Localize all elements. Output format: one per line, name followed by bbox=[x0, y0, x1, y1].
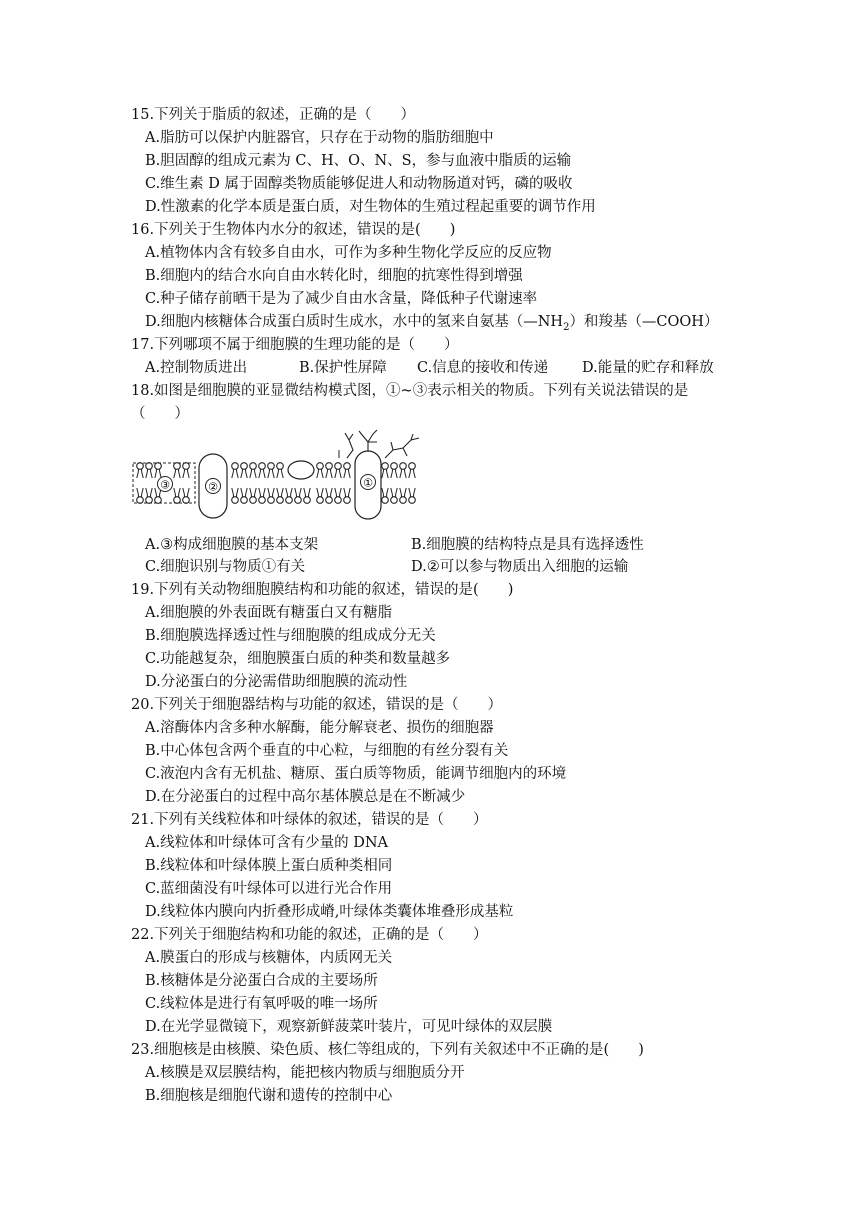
question-17-stem: 17.下列哪项不属于细胞膜的生理功能的是（ ） bbox=[131, 337, 459, 353]
question-15-option-d: D.性激素的化学本质是蛋白质，对生物体的生殖过程起重要的调节作用 bbox=[145, 199, 596, 215]
question-21-stem: 21.下列有关线粒体和叶绿体的叙述，错误的是（ ） bbox=[131, 812, 488, 828]
question-15-option-b: B.胆固醇的组成元素为 C、H、O、N、S，参与血液中脂质的运输 bbox=[145, 153, 572, 169]
question-16-option-d-text: D.细胞内核糖体合成蛋白质时生成水，水中的氢来自氨基（—NH bbox=[145, 314, 564, 330]
question-19-option-b: B.细胞膜选择透过性与细胞膜的组成成分无关 bbox=[145, 628, 436, 644]
question-16-option-a: A.植物体内含有较多自由水，可作为多种生物化学反应的反应物 bbox=[145, 245, 552, 261]
question-15-stem: 15.下列关于脂质的叙述，正确的是（ ） bbox=[131, 107, 416, 123]
subscript-2: 2 bbox=[563, 321, 570, 333]
sugar-chain-glycolipid bbox=[345, 433, 353, 458]
question-22-option-b: B.核糖体是分泌蛋白合成的主要场所 bbox=[145, 973, 378, 989]
question-19-stem: 19.下列有关动物细胞膜结构和功能的叙述，错误的是( ) bbox=[131, 582, 514, 598]
question-16-option-d bbox=[145, 312, 718, 338]
question-15-option-c: C.维生素 D 属于固醇类物质能够促进人和动物肠道对钙，磷的吸收 bbox=[145, 176, 573, 192]
question-18-stem: 18.如图是细胞膜的亚显微结构模式图，①~③表示相关的物质。下列有关说法错误的是 bbox=[131, 383, 689, 399]
question-16-option-c: C.种子储存前晒干是为了减少自由水含量，降低种子代谢速率 bbox=[145, 291, 538, 307]
question-23-option-a: A.核膜是双层膜结构，能把核内物质与细胞质分开 bbox=[145, 1065, 465, 1081]
question-23-option-b: B.细胞核是细胞代谢和遗传的控制中心 bbox=[145, 1088, 393, 1104]
question-21-option-c: C.蓝细菌没有叶绿体可以进行光合作用 bbox=[145, 881, 393, 897]
label-1: ① bbox=[363, 476, 373, 490]
question-22-option-c: C.线粒体是进行有氧呼吸的唯一场所 bbox=[145, 996, 378, 1012]
question-20-option-a: A.溶酶体内含多种水解酶，能分解衰老、损伤的细胞器 bbox=[145, 720, 494, 736]
question-16-stem: 16.下列关于生物体内水分的叙述，错误的是( ) bbox=[131, 222, 456, 238]
question-20-stem: 20.下列关于细胞器结构与功能的叙述，错误的是（ ） bbox=[131, 697, 503, 713]
question-18-option-a: A.③构成细胞膜的基本支架 bbox=[145, 537, 319, 553]
question-22-option-a: A.膜蛋白的形成与核糖体，内质网无关 bbox=[145, 950, 393, 966]
question-18-option-c: C.细胞识别与物质①有关 bbox=[145, 559, 306, 575]
question-19-option-a: A.细胞膜的外表面既有糖蛋白又有糖脂 bbox=[145, 605, 393, 621]
question-22-stem: 22.下列关于细胞结构和功能的叙述，正确的是（ ） bbox=[131, 927, 488, 943]
question-15-option-a: A.脂肪可以保护内脏器官，只存在于动物的脂肪细胞中 bbox=[145, 130, 494, 146]
question-19-option-c: C.功能越复杂，细胞膜蛋白质的种类和数量越多 bbox=[145, 651, 451, 667]
cell-membrane-diagram bbox=[131, 428, 423, 524]
question-17-option-c: C.信息的接收和传递 bbox=[417, 360, 549, 376]
question-17-option-b: B.保护性屏障 bbox=[299, 360, 387, 376]
peripheral-protein bbox=[288, 461, 314, 479]
label-3: ③ bbox=[160, 478, 170, 492]
question-20-option-d: D.在分泌蛋白的过程中高尔基体膜总是在不断减少 bbox=[145, 789, 466, 805]
question-16-option-d-tail: ）和羧基（—COOH） bbox=[569, 314, 719, 330]
label-2: ② bbox=[208, 480, 218, 494]
question-18-option-d: D.②可以参与物质出入细胞的运输 bbox=[411, 559, 629, 575]
question-16-option-b: B.细胞内的结合水向自由水转化时，细胞的抗寒性得到增强 bbox=[145, 268, 523, 284]
question-21-option-d: D.线粒体内膜向内折叠形成嵴,叶绿体类囊体堆叠形成基粒 bbox=[145, 904, 514, 920]
question-17-option-a: A.控制物质进出 bbox=[145, 360, 248, 376]
question-18-option-b: B.细胞膜的结构特点是具有选择透性 bbox=[411, 537, 644, 553]
question-19-option-d: D.分泌蛋白的分泌需借助细胞膜的流动性 bbox=[145, 674, 408, 690]
question-17-option-d: D.能量的贮存和释放 bbox=[582, 360, 714, 376]
question-21-option-b: B.线粒体和叶绿体膜上蛋白质种类相同 bbox=[145, 858, 393, 874]
question-22-option-d: D.在光学显微镜下，观察新鲜菠菜叶装片，可见叶绿体的双层膜 bbox=[145, 1019, 553, 1035]
question-20-option-b: B.中心体包含两个垂直的中心粒，与细胞的有丝分裂有关 bbox=[145, 743, 509, 759]
sugar-chain-left bbox=[359, 430, 377, 451]
sugar-chain-right bbox=[385, 434, 419, 458]
question-18-stem-continuation: （ ） bbox=[131, 406, 189, 422]
question-23-stem: 23.细胞核是由核膜、染色质、核仁等组成的，下列有关叙述中不正确的是( ) bbox=[131, 1042, 644, 1058]
question-21-option-a: A.线粒体和叶绿体可含有少量的 DNA bbox=[145, 835, 388, 851]
question-20-option-c: C.液泡内含有无机盐、糖原、蛋白质等物质，能调节细胞内的环境 bbox=[145, 766, 567, 782]
